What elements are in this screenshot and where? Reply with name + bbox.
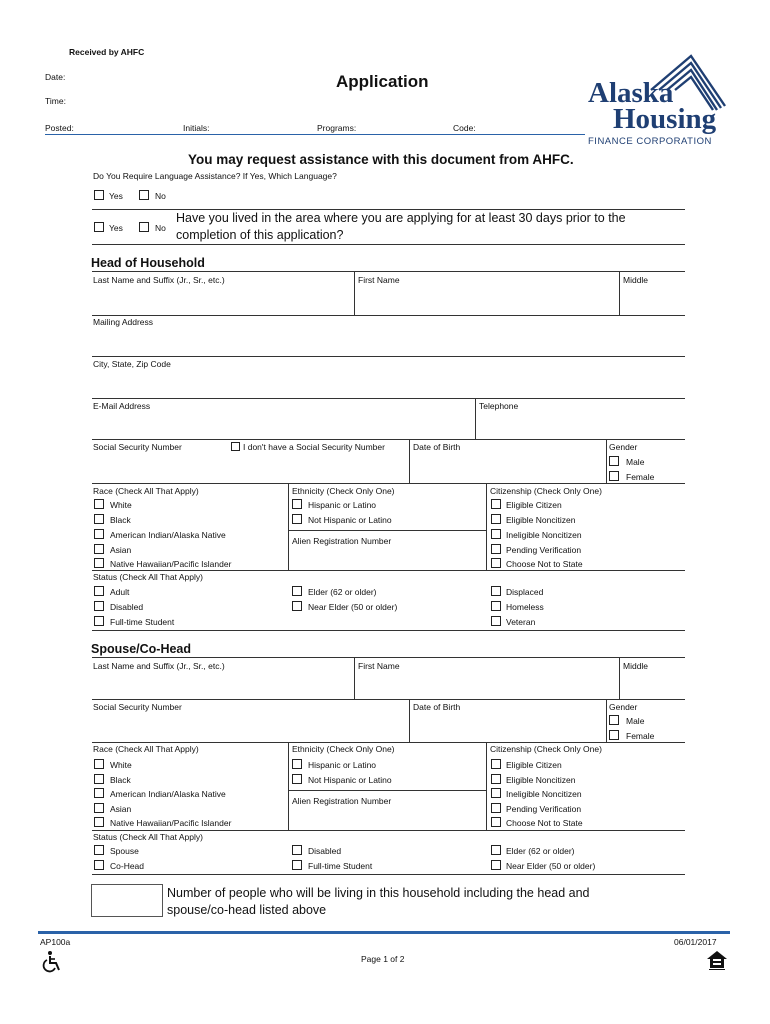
assistance-notice: You may request assistance with this document from AHFC. <box>188 152 574 167</box>
spouse-middle-label: Middle <box>623 661 649 671</box>
spouse-citizenship-option: Eligible Citizen <box>506 760 562 770</box>
date-label: Date: <box>45 72 66 82</box>
spouse-status-checkbox[interactable] <box>292 860 302 870</box>
logo-line2: Housing <box>613 103 717 135</box>
head-telephone-label: Telephone <box>479 401 519 411</box>
divider <box>92 356 685 357</box>
head-status-checkbox[interactable] <box>94 616 104 626</box>
spouse-race-option: Black <box>110 775 131 785</box>
residency-question: Have you lived in the area where you are applying for at least 30 days prior to the completion of this application? <box>176 211 626 242</box>
spouse-middle-field[interactable] <box>620 673 685 699</box>
head-status-checkbox[interactable] <box>491 616 501 626</box>
accessibility-icon <box>40 950 64 974</box>
programs-label: Programs: <box>317 123 357 133</box>
head-status-option: Elder (62 or older) <box>308 587 377 597</box>
divider <box>486 742 487 830</box>
spouse-race-title: Race (Check All That Apply) <box>93 744 199 754</box>
head-citizenship-checkbox[interactable] <box>491 514 501 524</box>
divider <box>92 315 685 316</box>
ahfc-logo <box>585 52 730 147</box>
posted-line <box>45 134 585 135</box>
head-mailing-field[interactable] <box>92 329 685 356</box>
head-female-label: Female <box>626 472 655 482</box>
posted-label: Posted: <box>45 123 74 133</box>
head-first-name-label: First Name <box>358 275 400 285</box>
spouse-status-option: Full-time Student <box>308 861 373 871</box>
divider <box>289 790 486 791</box>
head-citizenship-title: Citizenship (Check Only One) <box>490 486 602 496</box>
household-count-field[interactable] <box>91 884 163 917</box>
head-ssn-label: Social Security Number <box>93 442 182 452</box>
spouse-race-option: American Indian/Alaska Native <box>110 789 226 799</box>
spouse-race-checkbox[interactable] <box>94 774 104 784</box>
head-first-name-field[interactable] <box>355 287 619 315</box>
head-race-title: Race (Check All That Apply) <box>93 486 199 496</box>
head-race-option: White <box>110 500 132 510</box>
divider <box>92 570 685 571</box>
spouse-citizenship-checkbox[interactable] <box>491 774 501 784</box>
spouse-citizenship-option: Choose Not to State <box>506 818 583 828</box>
spouse-status-checkbox[interactable] <box>491 860 501 870</box>
language-no-label: No <box>155 191 166 201</box>
head-citizenship-option: Eligible Noncitizen <box>506 515 576 525</box>
divider <box>606 699 607 742</box>
divider <box>486 483 487 570</box>
head-ethnicity-option: Hispanic or Latino <box>308 500 377 510</box>
spouse-status-option: Elder (62 or older) <box>506 846 575 856</box>
divider <box>92 742 685 743</box>
spouse-citizenship-checkbox[interactable] <box>491 788 501 798</box>
head-no-ssn-label: I don't have a Social Security Number <box>243 442 385 452</box>
spouse-race-checkbox[interactable] <box>94 759 104 769</box>
form-id: AP100a <box>40 937 71 947</box>
head-ethnicity-checkbox[interactable] <box>292 499 302 509</box>
head-email-field[interactable] <box>92 413 474 439</box>
divider <box>92 874 685 875</box>
page-number: Page 1 of 2 <box>361 954 405 964</box>
head-citizenship-checkbox[interactable] <box>491 544 501 554</box>
head-last-name-label: Last Name and Suffix (Jr., Sr., etc.) <box>93 275 225 285</box>
spouse-first-name-label: First Name <box>358 661 400 671</box>
language-yes-label: Yes <box>109 191 123 201</box>
head-citizenship-checkbox[interactable] <box>491 529 501 539</box>
head-alien-label: Alien Registration Number <box>292 536 392 546</box>
divider <box>92 657 685 658</box>
head-race-option: Black <box>110 515 131 525</box>
divider <box>92 439 685 440</box>
spouse-ethnicity-option: Not Hispanic or Latino <box>308 775 392 785</box>
spouse-gender-label: Gender <box>609 702 638 712</box>
spouse-status-checkbox[interactable] <box>491 845 501 855</box>
head-no-ssn-checkbox[interactable] <box>231 442 240 451</box>
logo-line3: FINANCE CORPORATION <box>588 136 712 147</box>
spouse-status-option: Disabled <box>308 846 342 856</box>
head-citizenship-option: Ineligible Noncitizen <box>506 530 582 540</box>
divider <box>92 398 685 399</box>
spouse-status-title: Status (Check All That Apply) <box>93 832 203 842</box>
spouse-race-option: Asian <box>110 804 132 814</box>
head-middle-label: Middle <box>623 275 649 285</box>
head-race-option: American Indian/Alaska Native <box>110 530 226 540</box>
head-status-checkbox[interactable] <box>292 601 302 611</box>
head-citizenship-option: Choose Not to State <box>506 559 583 569</box>
residency-no-label: No <box>155 223 166 233</box>
head-status-checkbox[interactable] <box>491 586 501 596</box>
head-ssn-field[interactable] <box>92 455 408 483</box>
head-status-option: Displaced <box>506 587 544 597</box>
household-count-text: Number of people who will be living in this household including the head and spouse/co-head listed above <box>167 886 590 917</box>
spouse-status-checkbox[interactable] <box>94 845 104 855</box>
head-status-option: Homeless <box>506 602 544 612</box>
head-ethnicity-checkbox[interactable] <box>292 514 302 524</box>
head-status-checkbox[interactable] <box>292 586 302 596</box>
head-section-title: Head of Household <box>91 256 205 270</box>
head-status-checkbox[interactable] <box>94 586 104 596</box>
spouse-race-checkbox[interactable] <box>94 803 104 813</box>
head-middle-field[interactable] <box>620 287 685 315</box>
head-city-field[interactable] <box>92 371 685 398</box>
initials-label: Initials: <box>183 123 210 133</box>
spouse-ethnicity-checkbox[interactable] <box>292 774 302 784</box>
divider <box>289 530 486 531</box>
head-race-checkbox[interactable] <box>94 558 104 568</box>
head-status-checkbox[interactable] <box>94 601 104 611</box>
spouse-status-checkbox[interactable] <box>94 860 104 870</box>
spouse-status-option: Spouse <box>110 846 139 856</box>
divider <box>92 483 685 484</box>
divider <box>606 439 607 484</box>
spouse-citizenship-checkbox[interactable] <box>491 817 501 827</box>
head-dob-field[interactable] <box>410 455 605 483</box>
head-ethnicity-title: Ethnicity (Check Only One) <box>292 486 395 496</box>
spouse-status-option: Near Elder (50 or older) <box>506 861 596 871</box>
head-race-checkbox[interactable] <box>94 544 104 554</box>
head-race-checkbox[interactable] <box>94 514 104 524</box>
head-female-checkbox[interactable] <box>609 471 619 481</box>
spouse-last-name-label: Last Name and Suffix (Jr., Sr., etc.) <box>93 661 225 671</box>
head-status-option: Full-time Student <box>110 617 175 627</box>
head-city-label: City, State, Zip Code <box>93 359 171 369</box>
head-status-option: Disabled <box>110 602 144 612</box>
spouse-citizenship-checkbox[interactable] <box>491 759 501 769</box>
spouse-dob-field[interactable] <box>410 714 605 741</box>
received-by-label: Received by AHFC <box>69 47 145 57</box>
head-telephone-field[interactable] <box>476 413 685 439</box>
page-title: Application <box>336 72 429 91</box>
spouse-race-option: White <box>110 760 132 770</box>
head-status-checkbox[interactable] <box>491 601 501 611</box>
head-citizenship-checkbox[interactable] <box>491 499 501 509</box>
head-race-checkbox[interactable] <box>94 499 104 509</box>
spouse-status-checkbox[interactable] <box>292 845 302 855</box>
head-race-option: Native Hawaiian/Pacific Islander <box>110 559 232 569</box>
spouse-citizenship-title: Citizenship (Check Only One) <box>490 744 602 754</box>
residency-no-checkbox[interactable] <box>139 222 149 232</box>
spouse-race-option: Native Hawaiian/Pacific Islander <box>110 818 232 828</box>
head-male-checkbox[interactable] <box>609 456 619 466</box>
residency-yes-label: Yes <box>109 223 123 233</box>
spouse-female-label: Female <box>626 731 655 741</box>
head-citizenship-checkbox[interactable] <box>491 558 501 568</box>
head-male-label: Male <box>626 457 645 467</box>
head-gender-label: Gender <box>609 442 638 452</box>
divider <box>92 271 685 272</box>
head-last-name-field[interactable] <box>92 287 354 315</box>
residency-yes-checkbox[interactable] <box>94 222 104 232</box>
spouse-ssn-field[interactable] <box>92 714 408 741</box>
head-status-title: Status (Check All That Apply) <box>93 572 203 582</box>
head-email-label: E-Mail Address <box>93 401 151 411</box>
equal-housing-icon <box>706 950 728 972</box>
spouse-ethnicity-title: Ethnicity (Check Only One) <box>292 744 395 754</box>
spouse-section-title: Spouse/Co-Head <box>91 642 192 656</box>
head-citizenship-option: Pending Verification <box>506 545 582 555</box>
spouse-race-checkbox[interactable] <box>94 788 104 798</box>
language-question: Do You Require Language Assistance? If Yes, Which Language? <box>93 171 337 181</box>
head-race-option: Asian <box>110 545 132 555</box>
spouse-citizenship-option: Eligible Noncitizen <box>506 775 576 785</box>
language-no-checkbox[interactable] <box>139 190 149 200</box>
logo-line1: Alaska <box>588 77 674 109</box>
spouse-citizenship-checkbox[interactable] <box>491 803 501 813</box>
divider <box>92 244 685 245</box>
spouse-dob-label: Date of Birth <box>413 702 461 712</box>
spouse-citizenship-option: Pending Verification <box>506 804 582 814</box>
spouse-male-checkbox[interactable] <box>609 715 619 725</box>
language-yes-checkbox[interactable] <box>94 190 104 200</box>
time-label: Time: <box>45 96 66 106</box>
head-ethnicity-option: Not Hispanic or Latino <box>308 515 392 525</box>
head-dob-label: Date of Birth <box>413 442 461 452</box>
spouse-alien-field[interactable] <box>289 808 485 828</box>
spouse-race-checkbox[interactable] <box>94 817 104 827</box>
head-mailing-label: Mailing Address <box>93 317 154 327</box>
spouse-male-label: Male <box>626 716 645 726</box>
divider <box>92 830 685 831</box>
spouse-ethnicity-checkbox[interactable] <box>292 759 302 769</box>
head-citizenship-option: Eligible Citizen <box>506 500 562 510</box>
spouse-last-name-field[interactable] <box>92 673 354 699</box>
footer-rule <box>38 931 730 934</box>
spouse-status-option: Co-Head <box>110 861 145 871</box>
head-status-option: Adult <box>110 587 130 597</box>
divider <box>92 699 685 700</box>
spouse-alien-label: Alien Registration Number <box>292 796 392 806</box>
head-race-checkbox[interactable] <box>94 529 104 539</box>
spouse-ssn-label: Social Security Number <box>93 702 182 712</box>
form-date: 06/01/2017 <box>674 937 717 947</box>
code-label: Code: <box>453 123 476 133</box>
spouse-female-checkbox[interactable] <box>609 730 619 740</box>
head-alien-field[interactable] <box>289 548 485 568</box>
spouse-ethnicity-option: Hispanic or Latino <box>308 760 377 770</box>
spouse-first-name-field[interactable] <box>355 673 619 699</box>
head-status-option: Veteran <box>506 617 536 627</box>
divider <box>92 630 685 631</box>
head-status-option: Near Elder (50 or older) <box>308 602 398 612</box>
spouse-citizenship-option: Ineligible Noncitizen <box>506 789 582 799</box>
